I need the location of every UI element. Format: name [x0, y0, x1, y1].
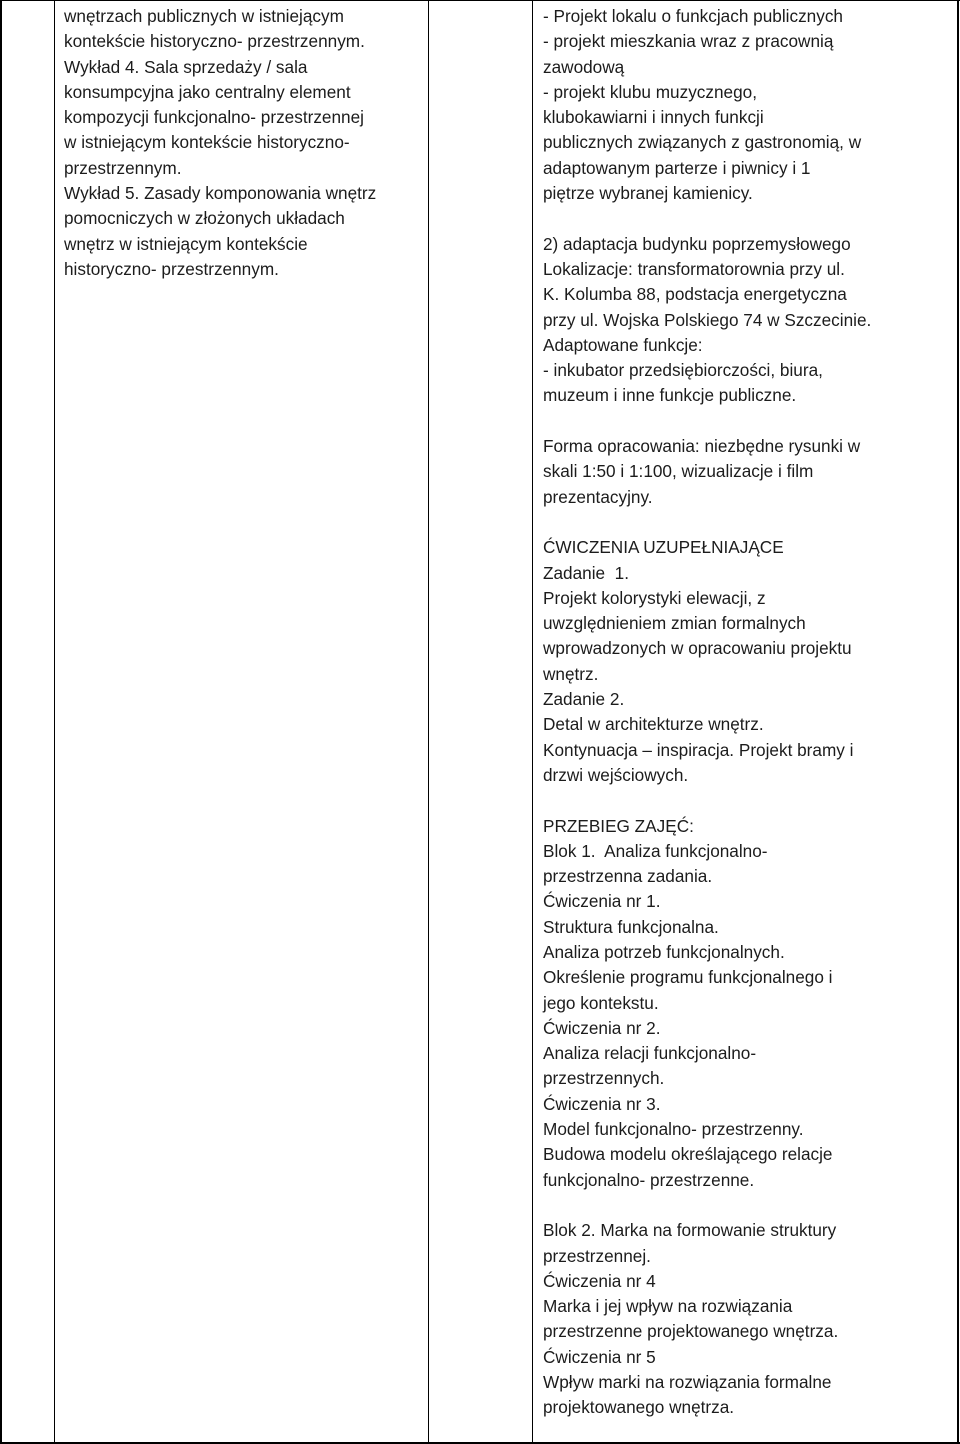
text-line: przestrzennym. — [64, 157, 182, 178]
text-line: projektowanego wnętrza. — [543, 1397, 735, 1418]
text-line: Ćwiczenia nr 1. — [543, 891, 661, 912]
text-line: kontekście historyczno- przestrzennym. — [64, 31, 365, 52]
column-divider-2 — [428, 0, 429, 1444]
text-line: wprowadzonych w opracowaniu projektu — [543, 638, 852, 659]
table-border-top — [0, 0, 960, 1]
text-line: kompozycji funkcjonalno- przestrzennej — [64, 107, 364, 128]
text-line: K. Kolumba 88, podstacja energetyczna — [543, 284, 847, 305]
text-line: przy ul. Wojska Polskiego 74 w Szczecinie. — [543, 309, 872, 330]
text-line: Struktura funkcjonalna. — [543, 916, 719, 937]
text-line: muzeum i inne funkcje publiczne. — [543, 385, 797, 406]
blank-line — [543, 1193, 948, 1218]
right-column-text — [543, 4, 948, 1421]
column-divider-3 — [532, 0, 533, 1444]
column-divider-1 — [54, 0, 55, 1444]
text-line: Ćwiczenia nr 5 — [543, 1346, 656, 1367]
text-line: Zadanie 1. — [543, 562, 629, 583]
text-line: Budowa modelu określającego relacje — [543, 1144, 833, 1165]
text-line: Projekt kolorystyki elewacji, z — [543, 587, 766, 608]
text-line: Adaptowane funkcje: — [543, 334, 703, 355]
text-line: Wykład 4. Sala sprzedaży / sala — [64, 56, 308, 77]
text-line: funkcjonalno- przestrzenne. — [543, 1169, 755, 1190]
text-line: publicznych związanych z gastronomią, w — [543, 132, 862, 153]
text-line: skali 1:50 i 1:100, wizualizacje i film — [543, 461, 814, 482]
text-line: Zadanie 2. — [543, 689, 625, 710]
text-line: Wpływ marki na rozwiązania formalne — [543, 1372, 832, 1393]
text-line: prezentacyjny. — [543, 486, 653, 507]
text-line: przestrzennych. — [543, 1068, 665, 1089]
text-line: piętrze wybranej kamienicy. — [543, 183, 753, 204]
blank-line — [543, 206, 948, 231]
blank-line — [543, 510, 948, 535]
text-line: wnętrzach publicznych w istniejącym — [64, 6, 344, 26]
text-line: przestrzennej. — [543, 1245, 651, 1266]
text-line: Ćwiczenia nr 3. — [543, 1093, 661, 1114]
text-line: uwzględnieniem zmian formalnych — [543, 613, 806, 634]
text-line: Marka i jej wpływ na rozwiązania — [543, 1296, 793, 1317]
blank-line — [543, 409, 948, 434]
text-line: - projekt klubu muzycznego, — [543, 81, 757, 102]
table-border-right — [957, 0, 959, 1444]
text-line: przestrzenne projektowanego wnętrza. — [543, 1321, 839, 1342]
text-line: adaptowanym parterze i piwnicy i 1 — [543, 157, 811, 178]
text-line: Wykład 5. Zasady komponowania wnętrz — [64, 183, 377, 204]
text-line: Detal w architekturze wnętrz. — [543, 714, 764, 735]
text-line: Określenie programu funkcjonalnego i — [543, 967, 833, 988]
text-line: Forma opracowania: niezbędne rysunki w — [543, 436, 861, 457]
text-line: Blok 1. Analiza funkcjonalno- — [543, 840, 768, 861]
text-line: pomocniczych w złożonych układach — [64, 208, 345, 229]
text-line: Ćwiczenia nr 4 — [543, 1270, 656, 1291]
text-line: konsumpcyjna jako centralny element — [64, 81, 351, 102]
text-line: - Projekt lokalu o funkcjach publicznych — [543, 6, 843, 26]
text-line: - projekt mieszkania wraz z pracownią — [543, 31, 834, 52]
text-line: Kontynuacja – inspiracja. Projekt bramy i — [543, 739, 854, 760]
text-line: Ćwiczenia nr 2. — [543, 1017, 661, 1038]
text-line: wnętrz. — [543, 663, 599, 684]
blank-line — [543, 788, 948, 813]
text-line: Lokalizacje: transformatorownia przy ul. — [543, 258, 845, 279]
text-line: klubokawiarni i innych funkcji — [543, 107, 764, 128]
text-line: ĆWICZENIA UZUPEŁNIAJĄCE — [543, 537, 784, 558]
text-line: przestrzenna zadania. — [543, 866, 713, 887]
text-line: historyczno- przestrzennym. — [64, 258, 279, 279]
text-line: zawodową — [543, 56, 625, 77]
table-border-left — [0, 0, 2, 1444]
text-line: PRZEBIEG ZAJĘĆ: — [543, 815, 694, 836]
text-line: 2) adaptacja budynku poprzemysłowego — [543, 233, 851, 254]
left-column-text — [64, 4, 424, 282]
text-line: Analiza relacji funkcjonalno- — [543, 1043, 757, 1064]
text-line: Blok 2. Marka na formowanie struktury — [543, 1220, 837, 1241]
text-line: jego kontekstu. — [543, 992, 659, 1013]
text-line: w istniejącym kontekście historyczno- — [64, 132, 350, 153]
text-line: drzwi wejściowych. — [543, 764, 689, 785]
text-line: Model funkcjonalno- przestrzenny. — [543, 1119, 804, 1140]
text-line: Analiza potrzeb funkcjonalnych. — [543, 941, 785, 962]
text-line: - inkubator przedsiębiorczości, biura, — [543, 360, 823, 381]
text-line: wnętrz w istniejącym kontekście — [64, 233, 308, 254]
